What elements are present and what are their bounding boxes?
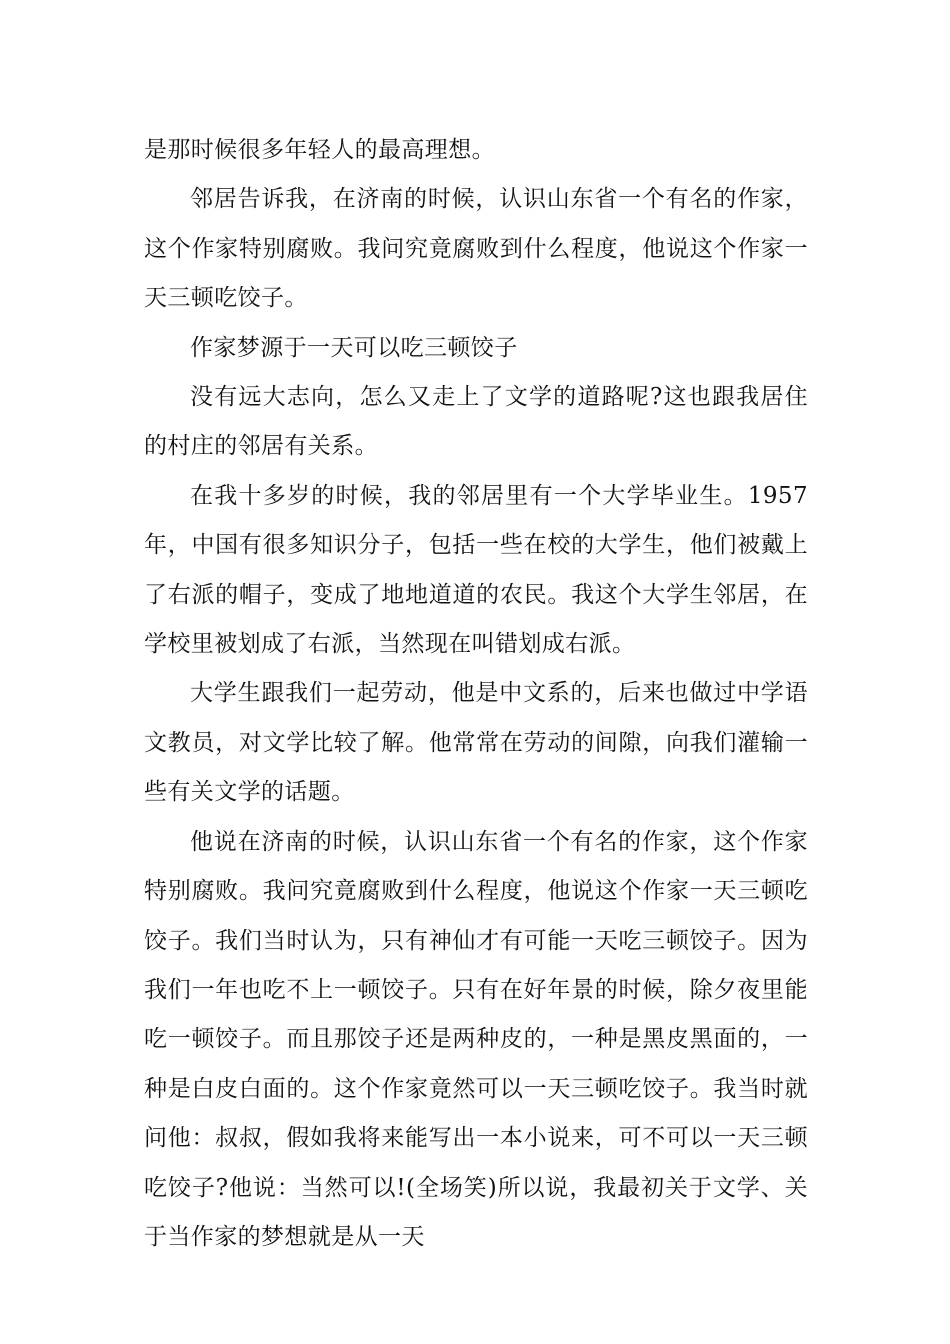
- paragraph-no-ambition: 没有远大志向，怎么又走上了文学的道路呢?这也跟我居住的村庄的邻居有关系。: [144, 384, 808, 460]
- document-body: [144, 126, 808, 1262]
- paragraph-working-together: 大学生跟我们一起劳动，他是中文系的，后来也做过中学语文教员，对文学比较了解。他常常在劳动的间隙，向我们灌输一些有关文学的话题。: [144, 680, 808, 806]
- paragraph-college-graduate: 在我十多岁的时候，我的邻居里有一个大学毕业生。1957 年，中国有很多知识分子，包括一些在校的大学生，他们被戴上了右派的帽子，变成了地地道道的农民。我这个大学生邻居，在学校里被划成了右派，当然现在叫错划成右派。: [144, 482, 808, 658]
- paragraph-continuation: 是那时候很多年轻人的最高理想。: [144, 137, 495, 163]
- paragraph-dumplings-dream: 他说在济南的时候，认识山东省一个有名的作家，这个作家特别腐败。我问究竟腐败到什么程度，他说这个作家一天三顿吃饺子。我们当时认为，只有神仙才有可能一天吃三顿饺子。因为我们一年也吃不上一顿饺子。只有在好年景的时候，除夕夜里能吃一顿饺子。而且那饺子还是两种皮的，一种是黑皮黑面的，一种是白皮白面的。这个作家竟然可以一天三顿吃饺子。我当时就问他：叔叔，假如我将来能写出一本小说来，可不可以一天三顿吃饺子?他说：当然可以!(全场笑)所以说，我最初关于文学、关于当作家的梦想就是从一天: [144, 828, 808, 1250]
- section-heading: 作家梦源于一天可以吃三顿饺子: [190, 334, 518, 361]
- paragraph-neighbor-story: 邻居告诉我，在济南的时候，认识山东省一个有名的作家，这个作家特别腐败。我问究竟腐败到什么程度，他说这个作家一天三顿吃饺子。: [144, 186, 808, 312]
